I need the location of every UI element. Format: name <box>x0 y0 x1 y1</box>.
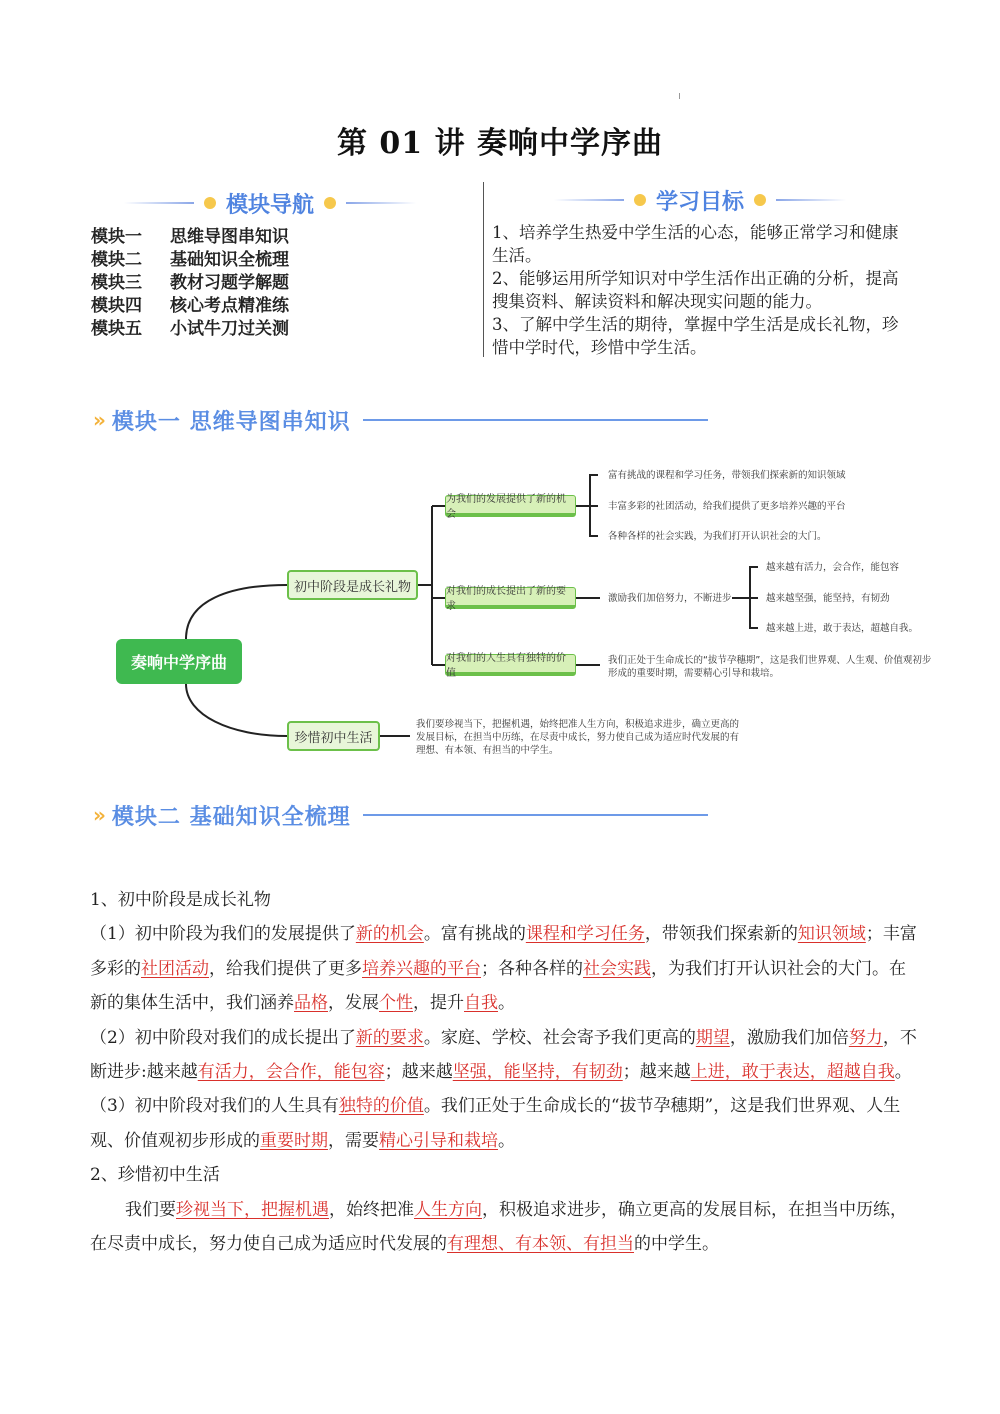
navigation-item[interactable]: 模块四 核心考点精准练 <box>91 296 289 316</box>
double-chevron-icon: » <box>93 803 106 827</box>
mindmap-branch2: 珍惜初中生活 <box>287 721 380 751</box>
page-title: 第 01 讲 奏响中学序曲 <box>336 126 664 161</box>
knowledge-paragraph: （1）初中阶段为我们的发展提供了新的机会。富有挑战的课程和学习任务，带领我们探索新的知识领域；丰富多彩的社团活动，给我们提供了更多培养兴趣的平台；各种各样的社会实践，为我们打开认识社会的大门。在新的集体生活中，我们涵养品格，发展个性，提升自我。 <box>90 924 917 1014</box>
mindmap-leaf: 越来越上进，敢于表达，超越自我。 <box>766 623 919 634</box>
section-title: 2、珍惜初中生活 <box>90 1165 220 1186</box>
mindmap-leaf: 我们正处于生命成长的“拔节孕穗期”，这是我们世界观、人生观、价值观初步形成的重要时期，需要精心引导和栽培。 <box>608 655 932 679</box>
objective-item: 2、能够运用所学知识对中学生活作出正确的分析，提高搜集资料、解读资料和解决现实问题的能力。 <box>492 269 899 311</box>
navigation-item[interactable]: 模块一 思维导图串知识 <box>91 227 289 247</box>
knowledge-section <box>90 883 920 1261</box>
objective-item: 3、了解中学生活的期待，掌握中学生活是成长礼物，珍惜中学时代，珍惜中学生活。 <box>492 315 899 357</box>
banner-rule <box>363 814 708 816</box>
mindmap-leaf: 越来越有活力，会合作，能包容 <box>766 562 900 573</box>
mindmap-sub3: 对我们的人生具有独特的价值 <box>445 654 576 676</box>
navigation-heading-label: 模块导航 <box>225 192 314 218</box>
mindmap-branch1: 初中阶段是成长礼物 <box>287 570 418 600</box>
mindmap-leaf: 我们要珍视当下，把握机遇，始终把准人生方向，积极追求进步，确立更高的发展目标，在担当中历练，在尽责中成长，努力使自己成为适应时代发展的有理想、有本领、有担当的中学生。 <box>416 719 740 756</box>
module2-banner-text: 模块二 基础知识全梳理 <box>111 804 351 830</box>
connector-root-branch1 <box>186 585 287 639</box>
mindmap-leaf: 越来越坚强，能坚持，有韧劲 <box>766 593 890 604</box>
module2-banner <box>93 798 708 832</box>
objective-item: 1、培养学生热爱中学生活的心态，能够正常学习和健康生活。 <box>492 223 899 265</box>
mindmap-leaf: 各种各样的社会实践，为我们打开认识社会的大门。 <box>608 531 827 542</box>
navigation-item[interactable]: 模块三 教材习题学解题 <box>91 273 289 293</box>
knowledge-paragraph: （3）初中阶段对我们的人生具有独特的价值。我们正处于生命成长的“拔节孕穗期”，这是我们世界观、人生观、价值观初步形成的重要时期，需要精心引导和栽培。 <box>90 1096 901 1151</box>
mindmap-root: 奏响中学序曲 <box>116 639 242 684</box>
connector-root-branch2 <box>186 684 287 736</box>
knowledge-paragraph: （2）初中阶段对我们的成长提出了新的要求。家庭、学校、社会寄予我们更高的期望，激励我们加倍努力，不断进步:越来越有活力，会合作，能包容；越来越坚强，能坚持，有韧劲；越来越上进，敢于表达，超越自我。 <box>90 1027 917 1083</box>
mindmap-leaf: 激励我们加倍努力，不断进步 <box>608 593 732 604</box>
navigation-item[interactable]: 模块二 基础知识全梳理 <box>91 250 289 270</box>
double-chevron-icon: » <box>93 408 106 432</box>
navigation-item[interactable]: 模块五 小试牛刀过关测 <box>91 319 289 339</box>
mindmap-leaf: 富有挑战的课程和学习任务，带领我们探索新的知识领域 <box>608 470 846 481</box>
mindmap-sub1: 为我们的发展提供了新的机会 <box>445 495 576 517</box>
objectives-heading-label: 学习目标 <box>655 189 744 215</box>
module1-banner-text: 模块一 思维导图串知识 <box>111 409 351 435</box>
section-title: 1、初中阶段是成长礼物 <box>90 890 271 910</box>
knowledge-paragraph: 我们要珍视当下，把握机遇，始终把准人生方向，积极追求进步，确立更高的发展目标，在担当中历练，在尽责中成长，努力使自己成为适应时代发展的有理想、有本领、有担当的中学生。 <box>90 1199 907 1255</box>
mindmap-sub2: 对我们的成长提出了新的要求 <box>445 587 576 609</box>
mindmap-leaf: 丰富多彩的社团活动，给我们提供了更多培养兴趣的平台 <box>608 501 846 512</box>
